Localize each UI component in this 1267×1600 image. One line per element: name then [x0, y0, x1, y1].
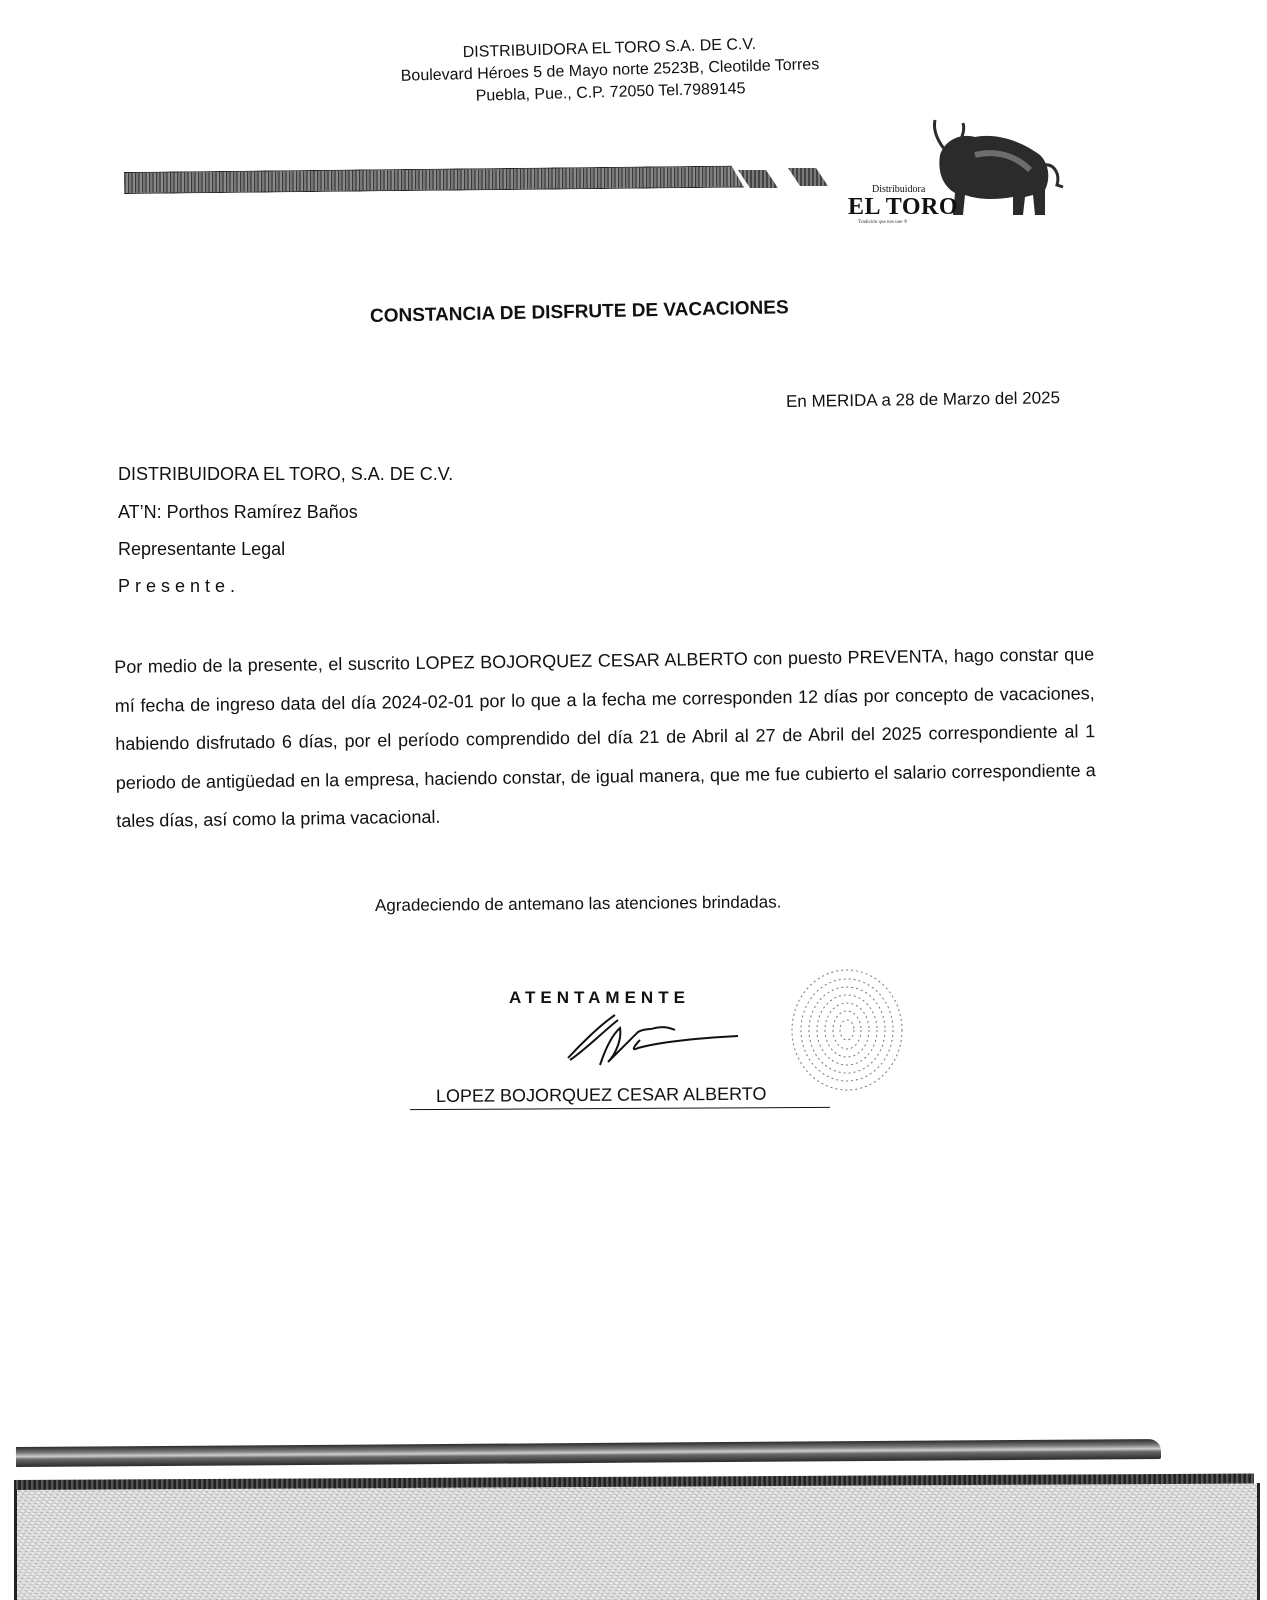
letterhead [349, 31, 871, 111]
closing-thanks: Agradeciendo de antemano las atenciones brindadas. [374, 892, 782, 915]
footer-decorative-bar [16, 1439, 1161, 1467]
logo-small-text: Distribuidora [872, 184, 926, 195]
body-paragraph: Por medio de la presente, el suscrito LOPEZ BOJORQUEZ CESAR ALBERTO con puesto PREVENTA, hago constar que mí fecha de ingreso data del día 2024-02-01 por lo que a la fecha me corresponden 12 días por concepto de vacaciones, habiendo disfrutado 6 días, por el período comprendido del día 21 de Abril al 27 de Abril del 2025 correspondiente al 1 periodo de antigüedad en la empresa, haciendo constar, de igual manera, que me fue cubierto el salario correspondiente a tales días, así como la prima vacacional. [114, 644, 1096, 831]
recipient-attention: AT’N: Porthos Ramírez Baños [118, 502, 358, 522]
logo-tagline: Tradición que nos une ® [858, 220, 908, 225]
signer-name: LOPEZ BOJORQUEZ CESAR ALBERTO [435, 1083, 767, 1106]
closing-attentamente: ATENTAMENTE [509, 988, 690, 1007]
signature-icon [560, 1010, 750, 1070]
company-address: Boulevard Héroes 5 de Mayo norte 2523B, Cleotilde Torres [400, 56, 820, 85]
company-name: DISTRIBUIDORA EL TORO S.A. DE C.V. [462, 35, 757, 62]
header-bar-chip [738, 170, 778, 188]
header-decorative-bar [124, 166, 744, 194]
footer-decorative-block [14, 1483, 1260, 1600]
company-city-phone: Puebla, Pue., C.P. 72050 Tel.7989145 [475, 80, 746, 105]
recipient-role: Representante Legal [118, 539, 286, 559]
header-bar-chip [788, 168, 828, 186]
place-date: En MERIDA a 28 de Marzo del 2025 [785, 388, 1061, 411]
document-title: CONSTANCIA DE DISFRUTE DE VACACIONES [369, 297, 789, 327]
fingerprint-icon [785, 965, 910, 1095]
recipient-greeting: Presente. [118, 576, 241, 596]
logo-brand-name: EL TORO [848, 194, 958, 220]
signature-line [410, 1107, 830, 1110]
recipient-company: DISTRIBUIDORA EL TORO, S.A. DE C.V. [118, 464, 454, 484]
